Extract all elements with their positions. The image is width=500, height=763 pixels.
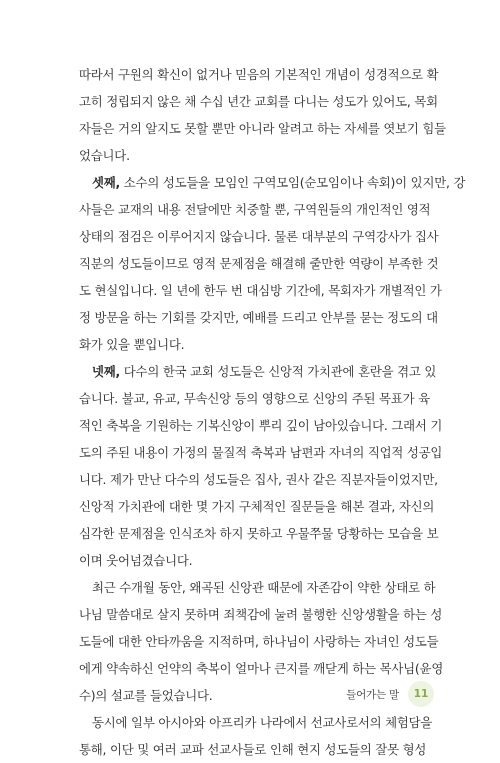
text-line: 고히 정립되지 않은 채 수십 년간 교회를 다니는 성도가 있어도, 목회 (79, 94, 438, 109)
text-line: 나님 말씀대로 살지 못하며 죄책감에 눌려 불행한 신앙생활을 하는 성 (79, 607, 443, 622)
text-line: 었습니다. (79, 148, 130, 163)
text-line: 상태의 점검은 이루어지지 않습니다. 물론 대부분의 구역강사가 집사 (79, 229, 439, 244)
text-line: 니다. 제가 만난 다수의 성도들은 집사, 권사 같은 직분자들이었지만, (79, 472, 438, 487)
text-line: 최근 수개월 동안, 왜곡된 신앙관 때문에 자존감이 약한 상태로 하 (92, 580, 436, 595)
text-line: 넷째, 다수의 한국 교회 성도들은 신앙적 가치관에 혼란을 겪고 있 (92, 364, 437, 379)
text-line: 신앙적 가치관에 대한 몇 가지 구체적인 질문들을 해본 결과, 자신의 (79, 499, 435, 514)
text-line: 도의 주된 내용이 가정의 물질적 축복과 남편과 자녀의 직업적 성공입 (79, 445, 443, 460)
text-line: 도들에 대한 안타까움을 지적하며, 하나님이 사랑하는 자녀인 성도들 (79, 634, 439, 649)
text-line: 동시에 일부 아시아와 아프리카 나라에서 선교사로서의 체험담을 (92, 715, 433, 730)
text-line: 이며 웃어넘겼습니다. (79, 553, 193, 568)
text-line: 습니다. 불교, 유교, 무속신앙 등의 영향으로 신앙의 주된 목표가 육 (79, 391, 430, 406)
text-line: 자들은 거의 알지도 못할 뿐만 아니라 알려고 하는 자세를 엿보기 힘들 (79, 121, 446, 136)
text-line: 정 방문을 하는 기회를 갖지만, 예배를 드리고 안부를 묻는 정도의 대 (79, 310, 438, 325)
page-footer (346, 681, 434, 707)
text-line: 도 현실입니다. 일 년에 한두 번 대심방 기간에, 목회자가 개별적인 가 (79, 283, 442, 298)
section-label: 들어가는 말 (346, 688, 399, 701)
text-line: 통해, 이단 및 여러 교파 선교사들로 인해 현지 성도들의 잘못 형성 (79, 742, 427, 757)
text-line: 에게 약속하신 언약의 축복이 얼마나 큰지를 깨닫게 하는 목사님(윤영 (79, 661, 444, 676)
paragraph-lead: 셋째, (92, 175, 121, 190)
page-number: 11 (408, 681, 434, 707)
text-line: 셋째, 소수의 성도들을 모임인 구역모임(순모임이나 속회)이 있지만, 강 (92, 175, 466, 190)
text-line: 직분의 성도들이므로 영적 문제점을 해결해 줄만한 역량이 부족한 것 (79, 256, 439, 271)
text-line: 사들은 교재의 내용 전달에만 치중할 뿐, 구역원들의 개인적인 영적 (79, 202, 431, 217)
text-line: 따라서 구원의 확신이 없거나 믿음의 기본적인 개념이 성경적으로 확 (79, 67, 439, 82)
text-line: 적인 축복을 기원하는 기복신앙이 뿌리 깊이 남아있습니다. 그래서 기 (79, 418, 443, 433)
text-line: 수)의 설교를 들었습니다. (79, 688, 213, 703)
text-line: 심각한 문제점을 인식조차 하지 못하고 우물쭈물 당황하는 모습을 보 (79, 526, 439, 541)
text-line: 화가 있을 뿐입니다. (79, 337, 185, 352)
paragraph-lead: 넷째, (92, 364, 121, 379)
